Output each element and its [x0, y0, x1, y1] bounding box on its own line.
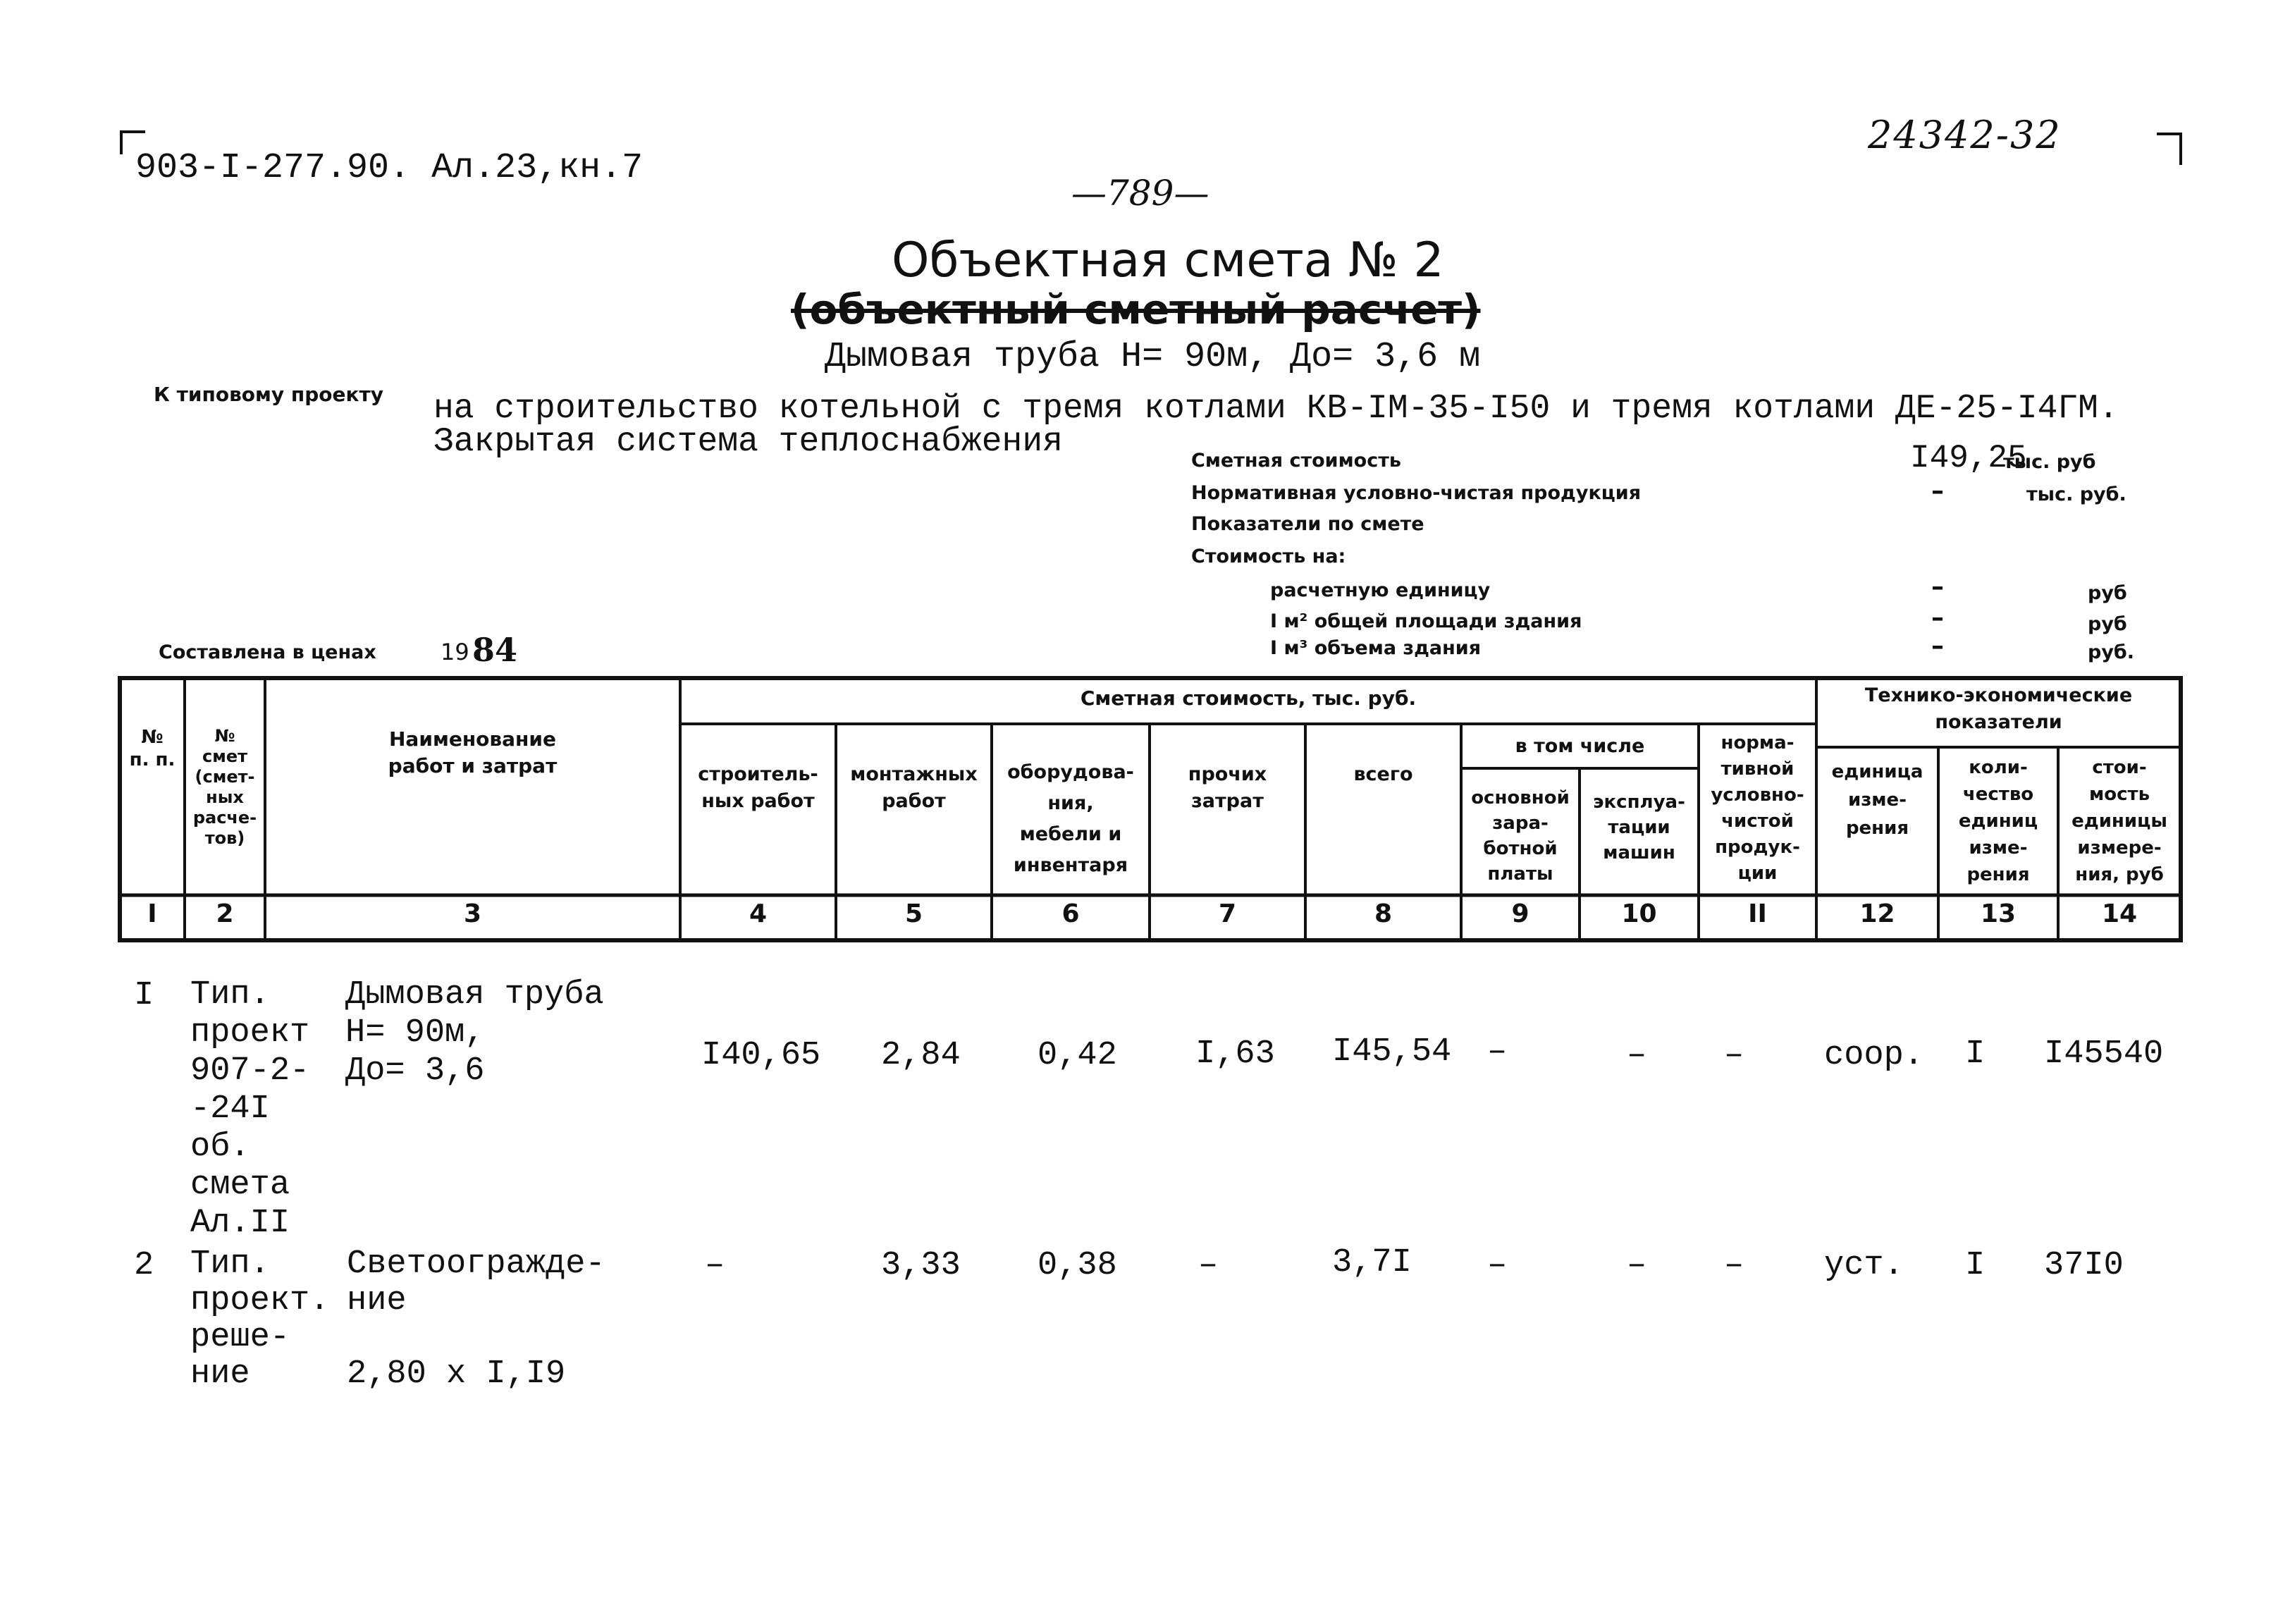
col-header-normative: норма- тивной условно- чистой продук- ции — [1711, 732, 1804, 884]
summary-label-cost-per: Стоимость на: — [1191, 546, 1346, 567]
row-estimate-ref: Тип. проект. реше- ние — [190, 1245, 330, 1393]
row-name: Светоогражде- ние 2,80 х I,I9 — [347, 1245, 605, 1393]
project-label: К типовому проекту — [154, 383, 384, 406]
summary-label-area: I м² общей площади здания — [1270, 610, 1582, 632]
col-header-name: Наименование работ и затрат — [388, 727, 558, 777]
col-number: 12 — [1859, 899, 1895, 928]
summary-label-ncp: Нормативная условно-чистая продукция — [1191, 482, 1642, 504]
row-number: I — [134, 977, 154, 1014]
summary-value-ncp: – — [1931, 476, 1944, 505]
col-group-including: в том числе — [1515, 735, 1645, 757]
col-number: 5 — [904, 899, 923, 928]
prices-label: Составлена в ценах — [159, 641, 376, 663]
row-unit-cost: I45540 — [2044, 1035, 2164, 1073]
row-quantity: I — [1965, 1035, 1986, 1073]
col-number: 10 — [1621, 899, 1657, 928]
row-normative: – — [1724, 1247, 1744, 1284]
summary-unit-volume: руб. — [2088, 641, 2135, 663]
row-machines: – — [1627, 1247, 1647, 1284]
summary-value-volume: – — [1931, 632, 1944, 660]
row-unit: уст. — [1824, 1247, 1904, 1284]
col-number: 4 — [749, 899, 768, 928]
row-construction: I40,65 — [701, 1037, 821, 1074]
row-equipment: 0,38 — [1038, 1247, 1117, 1284]
document-subtitle-struck: (объектный сметный расчет) — [791, 285, 1481, 333]
prices-year-printed: 19 — [441, 639, 469, 665]
col-header-installation: монтажных работ — [850, 763, 978, 812]
row-normative: – — [1724, 1037, 1744, 1074]
page-number-value: 789 — [1107, 173, 1174, 214]
col-number: 14 — [2101, 899, 2138, 928]
col-number: 9 — [1511, 899, 1529, 928]
project-description-2: Закрытая система теплоснабжения — [433, 423, 1063, 461]
document-title: Объектная смета № 2 — [892, 233, 1444, 288]
col-header-unit-cost: стои- мость единицы измере- ния, руб — [2072, 757, 2167, 885]
project-code: 903-I-277.90. Ал.23,кн.7 — [135, 148, 644, 188]
row-equipment: 0,42 — [1038, 1037, 1117, 1074]
row-unit-cost: 37I0 — [2044, 1247, 2124, 1284]
row-unit: соор. — [1824, 1037, 1924, 1074]
prices-year-handwritten: 84 — [472, 631, 518, 669]
row-estimate-ref: Тип. проект 907-2- -24I об. смета Ал.II — [190, 976, 310, 1242]
summary-label-volume: I м³ объема здания — [1270, 637, 1482, 659]
col-header-construction: строитель- ных работ — [698, 763, 818, 812]
row-number: 2 — [134, 1247, 154, 1284]
summary-value-cost: I49,25 — [1910, 440, 2027, 476]
row-other: – — [1198, 1247, 1219, 1284]
summary-label-cost: Сметная стоимость — [1191, 450, 1401, 472]
col-header-machines: эксплуа- тации машин — [1593, 792, 1685, 863]
summary-value-unit: – — [1931, 572, 1944, 601]
document-number: 24342-32 — [1868, 113, 2062, 157]
row-construction: – — [705, 1247, 725, 1284]
summary-unit-unit: руб — [2088, 582, 2127, 604]
col-header-quantity: коли- чество единиц изме- рения — [1958, 757, 2038, 885]
col-number: 3 — [463, 899, 482, 928]
col-number: 2 — [216, 899, 234, 928]
project-description: на строительство котельной с тремя котлами КВ-IM-35-I50 и тремя котлами ДЕ-25-I4ГМ. — [433, 390, 2119, 428]
row-name: Дымовая труба Н= 90м, До= 3,6 — [345, 976, 604, 1090]
col-header-other: прочих затрат — [1188, 763, 1267, 812]
col-group-cost: Сметная стоимость, тыс. руб. — [1080, 687, 1417, 710]
summary-label-unit: расчетную единицу — [1270, 579, 1491, 601]
col-group-technical: Технико-экономические показатели — [1864, 684, 2133, 733]
col-number: 7 — [1218, 899, 1237, 928]
row-total: I45,54 — [1332, 1033, 1452, 1071]
col-number: II — [1748, 899, 1767, 928]
row-installation: 3,33 — [881, 1247, 961, 1284]
summary-unit-ncp: тыс. руб. — [2026, 484, 2126, 505]
row-machines: – — [1627, 1037, 1647, 1074]
row-quantity: I — [1965, 1247, 1986, 1284]
summary-value-area: – — [1931, 603, 1944, 632]
summary-label-indicators: Показатели по смете — [1191, 513, 1424, 535]
col-header-wages: основной зара- ботной платы — [1471, 787, 1570, 885]
col-header-num: № п. п. — [129, 727, 176, 770]
col-number: 8 — [1374, 899, 1393, 928]
row-total: 3,7I — [1332, 1244, 1412, 1281]
col-header-unit: единица изме- рения — [1831, 761, 1923, 839]
object-name: Дымовая труба Н= 90м, До= 3,6 м — [825, 337, 1481, 377]
row-installation: 2,84 — [881, 1037, 961, 1074]
col-number: I — [147, 899, 157, 928]
col-header-equipment: оборудова- ния, мебели и инвентаря — [1007, 761, 1134, 876]
row-wages: – — [1487, 1033, 1508, 1071]
col-header-estimate-no: № смет (смет- ных расче- тов) — [192, 726, 257, 848]
summary-unit-area: руб — [2088, 613, 2127, 635]
page-number: —789— — [1071, 173, 1209, 214]
col-number: 13 — [1980, 899, 2017, 928]
col-header-total: всего — [1353, 763, 1413, 785]
col-number: 6 — [1061, 899, 1080, 928]
row-other: I,63 — [1195, 1035, 1275, 1073]
summary-unit-cost: тыс. руб — [2003, 451, 2096, 473]
row-wages: – — [1487, 1247, 1508, 1284]
